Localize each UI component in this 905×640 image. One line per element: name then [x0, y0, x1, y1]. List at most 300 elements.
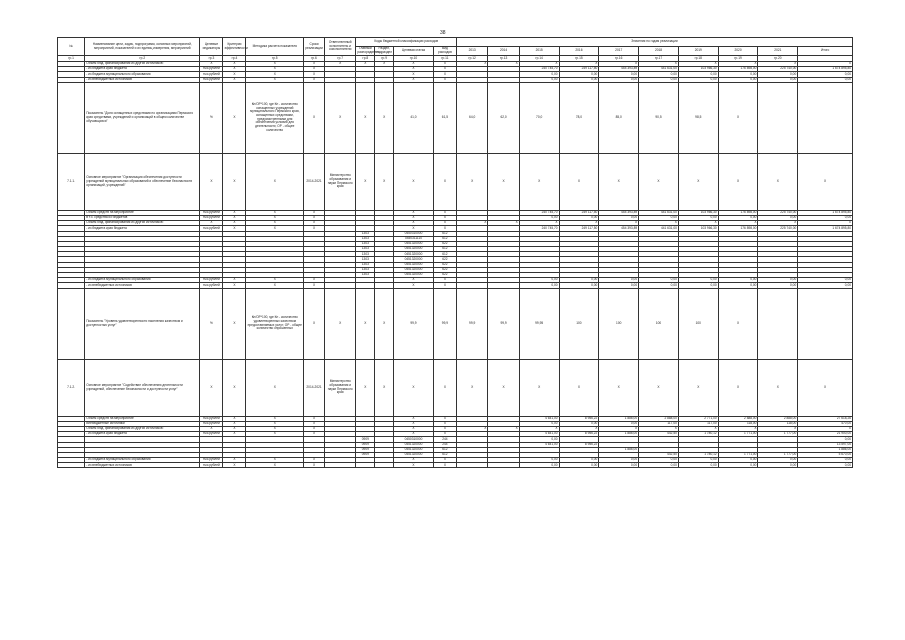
value-cell: 0,00	[798, 72, 853, 77]
vr-cell: Х	[433, 62, 456, 67]
value-cell: 249 117,50	[559, 67, 599, 72]
value-cell: Х	[639, 426, 679, 431]
value-cell: 0,00	[599, 458, 639, 463]
value-cell: Х	[559, 153, 599, 210]
column-number-cell: гр.5	[246, 56, 304, 62]
vr-cell: 622	[433, 241, 456, 246]
row-name-cell: Объем бюд. финансирования из других источников:	[85, 426, 200, 431]
value-cell: 1 780,12	[678, 452, 718, 457]
value-cell: 13 597,00	[798, 442, 853, 447]
indicator-value-cell: Х	[356, 82, 375, 153]
csr-cell: 0450310000	[394, 231, 434, 236]
criteria-cell: Х	[223, 215, 246, 220]
value-cell: Х	[678, 359, 718, 416]
csr-cell: 0450311110	[394, 236, 434, 241]
indicator-value-cell: Х	[325, 82, 356, 153]
column-number-cell: гр.12	[456, 56, 487, 62]
value-cell: Х	[559, 426, 599, 431]
value-cell: Х	[519, 221, 559, 226]
criteria-cell: Х	[223, 463, 246, 468]
unit-cell: тыс.рублей	[200, 77, 223, 82]
unit-cell: тыс.рублей	[200, 421, 223, 426]
top-name-cell: - из бюджета края бюджета	[85, 67, 200, 72]
exec-cell: Х	[325, 62, 356, 67]
value-cell: 1 771,00	[718, 452, 758, 457]
vr-cell: Х	[433, 72, 456, 77]
vr-cell: 612	[433, 231, 456, 236]
value-cell: 0,00	[678, 463, 718, 468]
value-cell: 0,00	[599, 77, 639, 82]
value-cell: 0,00	[519, 215, 559, 220]
unit-cell: Х	[200, 359, 223, 416]
value-cell: 225 740,00	[758, 67, 798, 72]
column-number-cell: гр.6	[304, 56, 325, 62]
csr-cell: Х	[394, 77, 434, 82]
value-cell: Х	[798, 153, 853, 210]
col-budget-code: Коды бюджетной классификации расходов	[356, 38, 457, 47]
vr-cell: Х	[433, 77, 456, 82]
csr-cell: Х	[394, 221, 434, 226]
period-cell: 2014-2021	[304, 153, 325, 210]
value-cell: 2 888,00	[718, 416, 758, 421]
table-row	[58, 359, 853, 416]
value-cell: 0,00	[599, 278, 639, 283]
no-cell: 7.1.1.	[58, 153, 85, 210]
value-cell: 0,00	[559, 421, 599, 426]
value-cell: 240 745,70	[519, 210, 559, 215]
csr-cell: 0451320000	[394, 442, 434, 447]
col-vr: Вид расходов	[433, 47, 456, 56]
value-cell: 0,00	[559, 283, 599, 288]
value-cell: Х	[798, 62, 853, 67]
value-cell: Х	[718, 426, 758, 431]
value-cell: 0,00	[599, 463, 639, 468]
method-cell: Х	[246, 226, 304, 231]
no-cell	[58, 463, 85, 468]
value-cell: Х	[559, 221, 599, 226]
grbs-cell: Х	[356, 62, 375, 67]
criteria-cell: Х	[223, 416, 246, 421]
method-cell: Х	[246, 72, 304, 77]
criteria-cell: Х	[223, 72, 246, 77]
csr-cell: 0451320000	[394, 262, 434, 267]
indicator-value-cell: 100	[599, 288, 639, 359]
value-cell: 0,00	[718, 458, 758, 463]
method-cell: Х	[246, 215, 304, 220]
grbs-cell: 0909	[356, 452, 375, 457]
value-cell: Х	[488, 153, 519, 210]
grbs-cell: 1303	[356, 236, 375, 241]
csr-cell: 0451320000	[394, 257, 434, 262]
grbs-cell: 0909	[356, 447, 375, 452]
method-cell: Х	[246, 426, 304, 431]
row-name-cell: - из бюджета муниципального образования	[85, 458, 200, 463]
year-header: 2019	[678, 47, 718, 56]
csr-cell: Х	[394, 458, 434, 463]
grbs-cell: 1303	[356, 247, 375, 252]
unit-cell: Х	[200, 62, 223, 67]
vr-cell: Х	[433, 421, 456, 426]
value-cell: Х	[356, 153, 375, 210]
value-cell	[758, 288, 798, 359]
value-cell: 0,00	[758, 458, 798, 463]
value-cell: 4 641,00	[519, 416, 559, 421]
csr-cell: Х	[394, 421, 434, 426]
period-cell: Х	[304, 221, 325, 226]
csr-cell: Х	[394, 226, 434, 231]
value-cell: Х	[519, 153, 559, 210]
value-cell	[456, 463, 487, 468]
value-cell: 0,00	[758, 77, 798, 82]
grbs-cell: 1303	[356, 257, 375, 262]
row-name-cell: Внебюджетные источники	[85, 421, 200, 426]
value-cell: 454 393,89	[599, 210, 639, 215]
unit-cell: тыс.рублей	[200, 67, 223, 72]
indicator-value-cell: Х	[304, 82, 325, 153]
value-cell: 0,00	[798, 77, 853, 82]
value-cell: 8 956,22	[559, 442, 599, 447]
criteria-cell: Х	[223, 67, 246, 72]
column-number-cell: гр.19	[718, 56, 758, 62]
vr-cell: Х	[433, 215, 456, 220]
unit-cell: тыс.рублей	[200, 226, 223, 231]
value-cell: Х	[488, 359, 519, 416]
value-cell: 1 674 895,80	[798, 67, 853, 72]
value-cell: 176 898,00	[718, 210, 758, 215]
vr-cell: Х	[433, 210, 456, 215]
value-cell: Х	[798, 221, 853, 226]
value-cell: Х	[599, 221, 639, 226]
grbs-cell: 1303	[356, 273, 375, 278]
period-cell: Х	[304, 278, 325, 283]
indicator-value-cell: Х	[718, 288, 758, 359]
indicator-value-cell: 61,5	[433, 82, 456, 153]
column-number-cell: гр.2	[85, 56, 200, 62]
value-cell: Х	[758, 359, 798, 416]
indicator-value-cell: 78,0	[559, 82, 599, 153]
vr-cell: Х	[433, 278, 456, 283]
indicator-value-cell: Х	[325, 288, 356, 359]
criteria-cell: Х	[223, 421, 246, 426]
indicator-name-cell: Показатель "Доля оснащенных средствами по организациям Пермского края средствами, учреждений и организаций в общем количестве обучающихся"	[85, 82, 200, 153]
value-cell: 0,00	[678, 77, 718, 82]
criteria-cell: Х	[223, 288, 246, 359]
column-number-cell: гр.1	[58, 56, 85, 62]
value-cell: 1 771,00	[718, 432, 758, 437]
vr-cell: Х	[433, 226, 456, 231]
value-cell: Х	[433, 359, 456, 416]
value-cell: Х	[559, 359, 599, 416]
vr-cell: 622	[433, 257, 456, 262]
value-cell: Х	[433, 153, 456, 210]
value-cell: 0,00	[639, 72, 679, 77]
value-cell: 2 771,00	[678, 416, 718, 421]
no-cell	[58, 288, 85, 359]
period-cell: Х	[304, 432, 325, 437]
value-cell: 103 966,30	[678, 67, 718, 72]
period-cell: Х	[304, 416, 325, 421]
csr-cell: Х	[394, 416, 434, 421]
period-cell: Х	[304, 72, 325, 77]
csr-cell: Х	[394, 278, 434, 283]
year-header: 2016	[559, 47, 599, 56]
column-number-cell: гр.20	[758, 56, 798, 62]
method-cell: Х	[246, 463, 304, 468]
csr-cell: Х	[394, 283, 434, 288]
value-cell: 1 674 895,80	[798, 210, 853, 215]
col-target: Целевые индикаторы	[200, 38, 223, 56]
value-cell: Х	[599, 153, 639, 210]
method-cell: Кн/ОР*100, где Кн - количество удовлетворенных качеством предоставляемых услуг; ОР - общее количество опрошенных	[246, 288, 304, 359]
value-cell: Х	[718, 221, 758, 226]
value-cell	[488, 463, 519, 468]
row-name-cell: Объем средств на мероприятие	[85, 416, 200, 421]
value-cell: 118,00	[758, 421, 798, 426]
vr-cell: 244	[433, 442, 456, 447]
grbs-cell: 1303	[356, 267, 375, 272]
indicator-value-cell: 99,9	[394, 288, 434, 359]
value-cell: 0,00	[678, 283, 718, 288]
value-cell: 454 393,89	[599, 67, 639, 72]
value-cell: 1 674 895,80	[798, 226, 853, 231]
criteria-cell: Х	[223, 283, 246, 288]
col-name: Наименование цели, задач, подпрограмм, основных мероприятий, мероприятий, показателей и их единиц измерения, мероприятий	[85, 38, 200, 56]
method-cell: Х	[246, 153, 304, 210]
value-cell: 0,00	[519, 283, 559, 288]
value-cell: Х	[559, 62, 599, 67]
csr-cell: Х	[394, 67, 434, 72]
indicator-value-cell: 41,0	[394, 82, 434, 153]
col-csr: Целевая статья	[394, 47, 434, 56]
method-cell: Х	[246, 278, 304, 283]
unit-cell: тыс.рублей	[200, 416, 223, 421]
grbs-cell: 1303	[356, 252, 375, 257]
top-name-cell: - из бюджета муниципального образования	[85, 72, 200, 77]
vr-cell: Х	[433, 463, 456, 468]
value-cell: 454 393,89	[599, 226, 639, 231]
value-cell: 441 631,00	[639, 226, 679, 231]
value-cell: 0,00	[639, 278, 679, 283]
indicator-value-cell: 99,9	[488, 288, 519, 359]
unit-cell: %	[200, 82, 223, 153]
value-cell: 118,00	[718, 421, 758, 426]
unit-cell: тыс.рублей	[200, 215, 223, 220]
value-cell: 0,00	[599, 72, 639, 77]
grbs-cell	[356, 463, 375, 468]
value-cell: 0,00	[519, 437, 559, 442]
col-method: Методика расчета показателя	[246, 38, 304, 56]
value-cell: Х	[718, 359, 758, 416]
unit-cell: %	[200, 288, 223, 359]
value-cell: 0,00	[559, 72, 599, 77]
value-cell: Х	[375, 359, 394, 416]
column-number-cell: гр.11	[433, 56, 456, 62]
indicator-value-cell: Х	[718, 82, 758, 153]
exec-cell: Министерство образования и науки Пермского края	[325, 153, 356, 210]
column-number-cell: гр.17	[639, 56, 679, 62]
value-cell: 0,00	[798, 458, 853, 463]
top-name-cell: - из внебюджетных источников	[85, 77, 200, 82]
value-cell: Х	[519, 62, 559, 67]
page-number: 38	[440, 30, 446, 36]
period-cell: Х	[304, 226, 325, 231]
col-no: №	[58, 38, 85, 56]
vr-cell: 612	[433, 252, 456, 257]
csr-cell: 0451320000	[394, 252, 434, 257]
value-cell	[798, 82, 853, 153]
value-cell: 2 888,00	[639, 416, 679, 421]
value-cell: Х	[718, 62, 758, 67]
value-cell: 0,00	[758, 283, 798, 288]
year-header: 2014	[488, 47, 519, 56]
vr-cell: 244	[433, 437, 456, 442]
vr-cell: Х	[433, 283, 456, 288]
year-header: 2015	[519, 47, 559, 56]
value-cell: Х	[758, 62, 798, 67]
unit-cell: тыс.рублей	[200, 72, 223, 77]
value-cell: Х	[599, 359, 639, 416]
year-header: 2017	[599, 47, 639, 56]
unit-cell: тыс.рублей	[200, 210, 223, 215]
period-cell: Х	[304, 62, 325, 67]
column-number-cell: гр.3	[200, 56, 223, 62]
section-cell	[375, 463, 394, 468]
column-number-cell: гр.16	[599, 56, 639, 62]
exec-cell: Министерство образования и науки Пермского края	[325, 359, 356, 416]
column-number-cell: гр.7	[325, 56, 356, 62]
value-cell: 0,00	[559, 463, 599, 468]
vr-cell: Х	[433, 458, 456, 463]
csr-cell: Х	[394, 426, 434, 431]
column-number-cell: гр.13	[488, 56, 519, 62]
method-cell: Х	[246, 221, 304, 226]
value-cell: 441 631,00	[639, 210, 679, 215]
value-cell: 1 780,12	[678, 432, 718, 437]
row-name-cell: - из бюджета края бюджета	[85, 432, 200, 437]
indicator-value-cell: 100	[639, 288, 679, 359]
value-cell: 0,00	[639, 283, 679, 288]
unit-cell: тыс.рублей	[200, 283, 223, 288]
vr-cell: Х	[433, 426, 456, 431]
value-cell: Х	[678, 426, 718, 431]
value-cell: Х	[718, 153, 758, 210]
value-cell: 0,00	[559, 77, 599, 82]
value-cell: 8 956,22	[559, 416, 599, 421]
year-header: 2021	[758, 47, 798, 56]
criteria-cell: Х	[223, 278, 246, 283]
value-cell: 0,00	[599, 283, 639, 288]
indicator-value-cell: Х	[304, 288, 325, 359]
value-cell: 103 966,30	[678, 226, 718, 231]
column-number-cell: гр.14	[519, 56, 559, 62]
col-total: Итого	[798, 47, 853, 56]
no-cell: 7.1.2.	[58, 359, 85, 416]
vr-cell: 622	[433, 267, 456, 272]
col-criteria: Критерии эффективности	[223, 38, 246, 56]
value-cell: 1 886,00	[798, 447, 853, 452]
section-cell: Х	[375, 62, 394, 67]
value-cell: 1 886,00	[599, 432, 639, 437]
value-cell: 1 777,00	[758, 452, 798, 457]
value-cell: Х	[456, 359, 487, 416]
col-period: Сроки реализации	[304, 38, 325, 56]
vr-cell: 612	[433, 447, 456, 452]
value-cell: 0,00	[639, 215, 679, 220]
table-row	[58, 82, 853, 153]
method-cell: Х	[246, 416, 304, 421]
value-cell: 0,00	[559, 278, 599, 283]
value-cell: 0,00	[559, 215, 599, 220]
period-cell: Х	[304, 283, 325, 288]
value-cell: Х	[639, 153, 679, 210]
value-cell: 0,00	[678, 278, 718, 283]
value-cell: 8 956,22	[559, 432, 599, 437]
criteria-cell: Х	[223, 432, 246, 437]
value-cell: 0,00	[798, 215, 853, 220]
value-cell: Х	[356, 359, 375, 416]
unit-cell: Х	[200, 153, 223, 210]
value-cell: Х	[456, 221, 487, 226]
value-cell: 0,00	[758, 278, 798, 283]
value-cell: Х	[456, 62, 487, 67]
method-cell: Х	[246, 458, 304, 463]
col-grbs: Главный распорядитель	[357, 46, 380, 54]
table-row	[58, 288, 853, 359]
main-event-name-cell: Основное мероприятие "Организация обеспечения доступности учреждений муниципальных образований и обеспечение безопасности организаций, учреждений"	[85, 153, 200, 210]
csr-cell: 0451320000	[394, 241, 434, 246]
indicator-value-cell: 85,0	[599, 82, 639, 153]
value-cell: 0,00	[519, 77, 559, 82]
value-cell: 0,00	[519, 278, 559, 283]
value-cell: Х	[519, 359, 559, 416]
vr-cell: 622	[433, 273, 456, 278]
vr-cell: 622	[433, 262, 456, 267]
table-row	[58, 463, 853, 468]
value-cell: 0,00	[718, 77, 758, 82]
csr-cell: 0451320000	[394, 267, 434, 272]
csr-cell: 0450310000	[394, 437, 434, 442]
grbs-cell: 1303	[356, 231, 375, 236]
value-cell: 0,00	[678, 215, 718, 220]
method-cell: Х	[246, 210, 304, 215]
year-header: 2013	[456, 47, 487, 56]
csr-cell: 0451320000	[394, 273, 434, 278]
criteria-cell: Х	[223, 210, 246, 215]
period-cell: Х	[304, 67, 325, 72]
value-cell: 117,00	[639, 421, 679, 426]
period-cell: 2014-2021	[304, 359, 325, 416]
method-cell: Х	[246, 67, 304, 72]
value-cell: 240 745,70	[519, 67, 559, 72]
criteria-cell: Х	[223, 62, 246, 67]
vr-cell: Х	[433, 221, 456, 226]
indicator-value-cell: Х	[375, 82, 394, 153]
vr-cell: 612	[433, 247, 456, 252]
row-name-cell: Объем средств на мероприятие	[85, 210, 200, 215]
unit-cell: тыс.рублей	[200, 458, 223, 463]
value-cell: Х	[678, 62, 718, 67]
csr-cell: Х	[394, 72, 434, 77]
value-cell: Х	[639, 359, 679, 416]
unit-cell: Х	[200, 426, 223, 431]
row-name-cell: - из бюджета края бюджета	[85, 226, 200, 231]
value-cell: 0,00	[639, 463, 679, 468]
criteria-cell: Х	[223, 221, 246, 226]
criteria-cell: Х	[223, 458, 246, 463]
value-cell: 0,00	[599, 421, 639, 426]
value-cell: Х	[678, 221, 718, 226]
period-cell: Х	[304, 458, 325, 463]
